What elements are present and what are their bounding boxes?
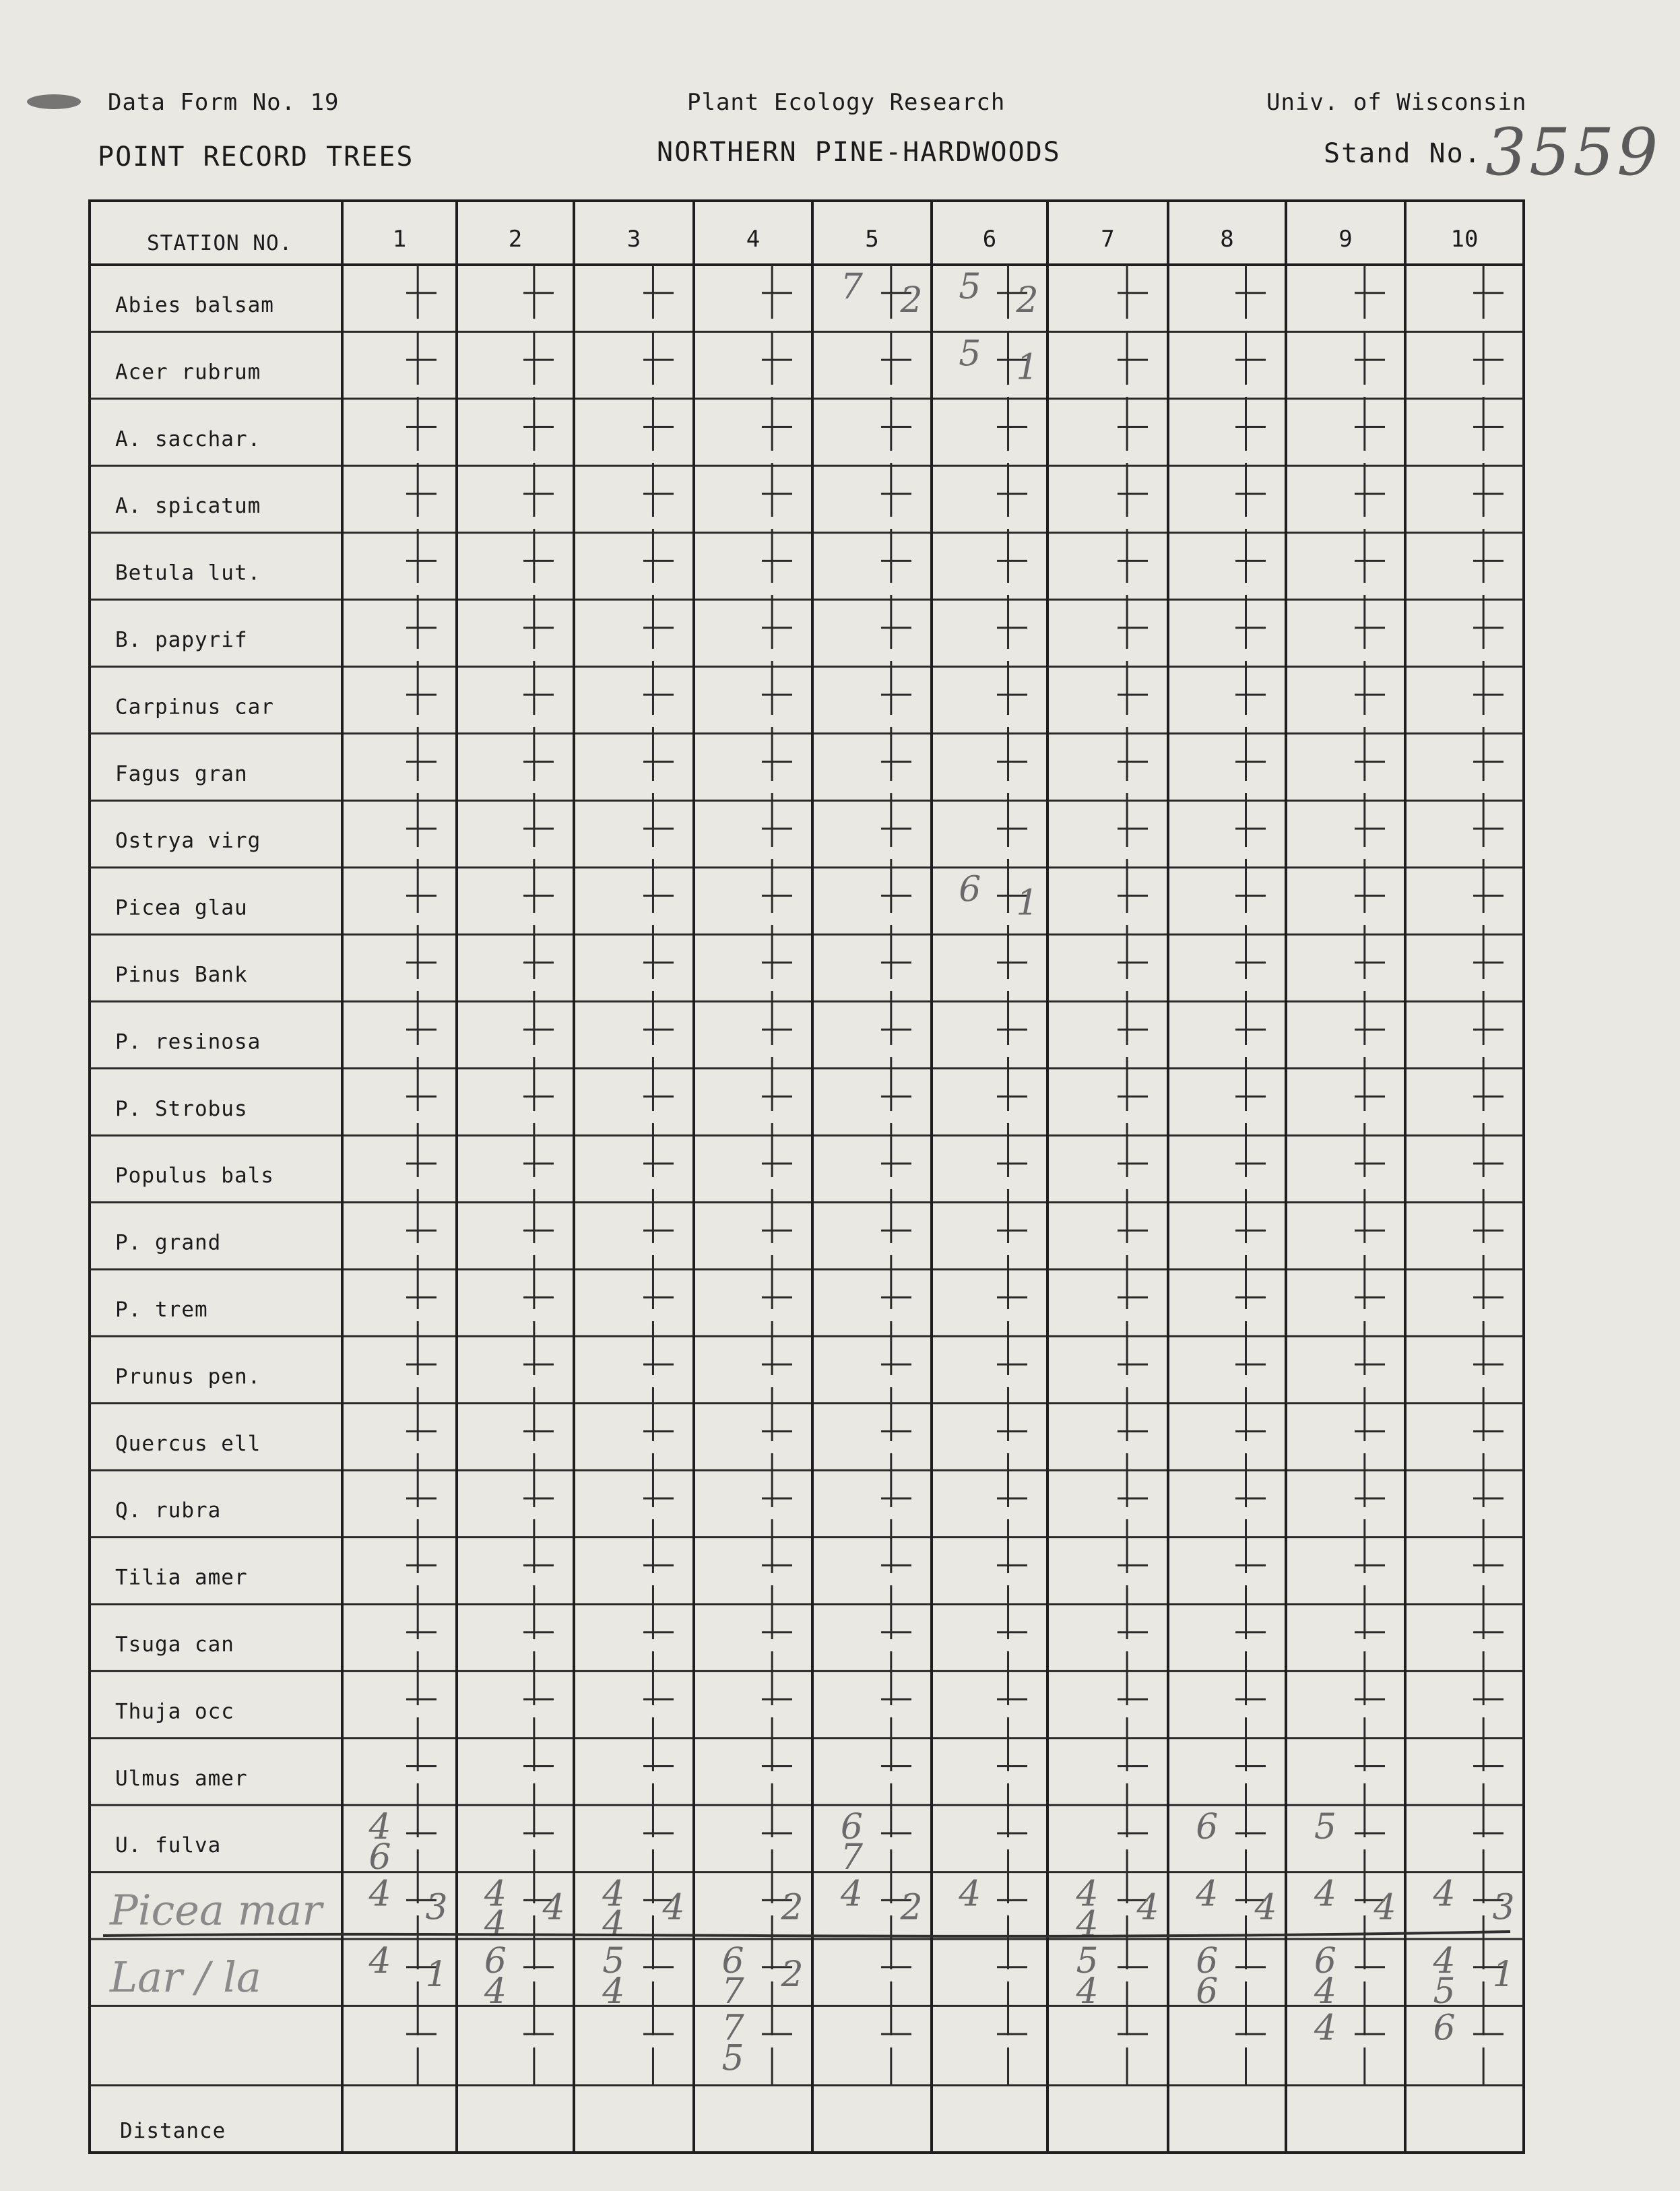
- species-label: Quercus ell: [115, 1431, 261, 1456]
- species-label: Tilia amer: [115, 1565, 248, 1590]
- handwritten-entry: 4: [1433, 1874, 1456, 1915]
- species-label: U. fulva: [115, 1833, 222, 1858]
- distance-label: Distance: [120, 2119, 226, 2143]
- handwritten-entry: 4: [1433, 1941, 1456, 1981]
- handwritten-entry: 6: [368, 1837, 391, 1878]
- species-label: Abies balsam: [115, 293, 274, 317]
- handwritten-entry: 1: [425, 1955, 448, 1995]
- form-number: Data Form No. 19: [108, 89, 340, 116]
- handwritten-entry: 4: [602, 1971, 625, 2012]
- station-number-5: 5: [865, 226, 879, 253]
- station-number-10: 10: [1450, 226, 1479, 253]
- handwritten-entry: 4: [662, 1887, 685, 1928]
- station-number-8: 8: [1220, 226, 1234, 253]
- handwritten-entry: 4: [484, 1904, 507, 1945]
- handwritten-entry: 7: [721, 1971, 744, 2012]
- species-label: P. Strobus: [115, 1096, 248, 1121]
- species-label: A. sacchar.: [115, 426, 261, 451]
- handwritten-entry: 5: [1433, 1971, 1456, 2012]
- handwritten-entry: 4: [1076, 1874, 1099, 1915]
- handwritten-entry: 5: [1076, 1941, 1099, 1981]
- species-label: Fagus gran: [115, 761, 248, 786]
- handwritten-entry: 3: [425, 1887, 448, 1928]
- handwritten-entry: 4: [602, 1874, 625, 1915]
- handwritten-entry: 4: [602, 1904, 625, 1945]
- species-label: Acer rubrum: [115, 360, 261, 385]
- handwritten-entry: 6: [721, 1941, 744, 1981]
- species-label: Ostrya virg: [115, 829, 261, 854]
- species-label: Q. rubra: [115, 1498, 222, 1523]
- station-number-1: 1: [392, 226, 407, 253]
- handwritten-entry: 5: [959, 334, 981, 375]
- species-label: Tsuga can: [115, 1632, 234, 1657]
- table-border: [90, 201, 1524, 2153]
- handwritten-entry: 6: [1196, 1807, 1219, 1848]
- species-label: Betula lut.: [115, 561, 261, 585]
- handwritten-entry: 4: [1076, 1904, 1099, 1945]
- handwritten-entry: 1: [1492, 1955, 1515, 1995]
- species-label: Carpinus car: [115, 695, 274, 720]
- handwritten-entry: 7: [721, 2008, 744, 2049]
- handwritten-entry: 4: [959, 1874, 981, 1915]
- form-title: POINT RECORD TREES: [98, 141, 414, 172]
- handwritten-entry: 4: [840, 1874, 863, 1915]
- university-name: Univ. of Wisconsin: [1266, 89, 1527, 116]
- handwritten-entry: 6: [1196, 1971, 1219, 2012]
- station-number-6: 6: [982, 226, 997, 253]
- species-label: Ulmus amer: [115, 1766, 248, 1791]
- agency-name: Plant Ecology Research: [687, 89, 1006, 116]
- handwritten-entry: 1: [1016, 347, 1039, 388]
- species-label: Pinus Bank: [115, 963, 248, 987]
- handwritten-entry: 5: [1314, 1807, 1336, 1848]
- handwritten-entry: 6: [959, 869, 981, 910]
- handwritten-entry: 5: [602, 1941, 625, 1981]
- handwritten-entry: 6: [484, 1941, 507, 1981]
- species-label: P. grand: [115, 1230, 222, 1255]
- handwritten-entry: 2: [900, 1887, 923, 1928]
- handwritten-entry: 4: [368, 1807, 391, 1848]
- handwritten-species: Picea mar: [110, 1885, 323, 1935]
- stand-number-handwritten[interactable]: 3559: [1485, 115, 1661, 190]
- handwritten-species: Lar / la: [110, 1952, 261, 2002]
- species-label: A. spicatum: [115, 494, 261, 519]
- station-number-7: 7: [1101, 226, 1115, 253]
- species-label: Prunus pen.: [115, 1364, 261, 1389]
- species-label: B. papyrif: [115, 628, 248, 652]
- handwritten-entry: 5: [959, 267, 981, 307]
- station-number-3: 3: [626, 226, 641, 253]
- handwritten-entry: 2: [1016, 280, 1039, 321]
- station-number-4: 4: [746, 226, 761, 253]
- handwritten-entry: 6: [840, 1807, 863, 1848]
- species-label: Picea glau: [115, 895, 248, 920]
- handwritten-entry: 4: [1314, 2008, 1336, 2049]
- species-label: P. resinosa: [115, 1029, 261, 1054]
- station-number-2: 2: [508, 226, 523, 253]
- species-label: P. trem: [115, 1298, 208, 1322]
- stand-label: Stand No.: [1324, 138, 1482, 169]
- handwritten-entry: 3: [1492, 1887, 1515, 1928]
- handwritten-entry: 2: [781, 1955, 804, 1995]
- station-number-9: 9: [1338, 226, 1353, 253]
- handwritten-entry: 4: [1254, 1887, 1277, 1928]
- handwritten-entry: 1: [1016, 883, 1039, 924]
- handwritten-entry: 6: [1314, 1941, 1336, 1981]
- species-label: Populus bals: [115, 1164, 274, 1188]
- forest-type: NORTHERN PINE-HARDWOODS: [657, 137, 1061, 168]
- handwritten-entry: 4: [542, 1887, 565, 1928]
- handwritten-entry: 4: [1196, 1874, 1219, 1915]
- handwritten-entry: 2: [781, 1887, 804, 1928]
- handwritten-entry: 5: [721, 2038, 744, 2079]
- handwritten-entry: 7: [840, 1837, 863, 1878]
- handwritten-entry: 4: [484, 1971, 507, 2012]
- handwritten-entry: 4: [368, 1874, 391, 1915]
- handwritten-entry: 4: [368, 1941, 391, 1981]
- handwritten-entry: 4: [1076, 1971, 1099, 2012]
- handwritten-entry: 4: [1314, 1874, 1336, 1915]
- handwritten-entry: 4: [484, 1874, 507, 1915]
- handwritten-entry: 4: [1136, 1887, 1159, 1928]
- handwritten-entry: 4: [1374, 1887, 1396, 1928]
- species-label: Thuja occ: [115, 1699, 234, 1724]
- handwritten-entry: 6: [1433, 2008, 1456, 2049]
- handwritten-entry: 6: [1196, 1941, 1219, 1981]
- handwritten-entry: 7: [840, 267, 863, 307]
- station-no-header: STATION NO.: [147, 231, 293, 255]
- handwritten-entry: 4: [1314, 1971, 1336, 2012]
- handwritten-entry: 2: [900, 280, 923, 321]
